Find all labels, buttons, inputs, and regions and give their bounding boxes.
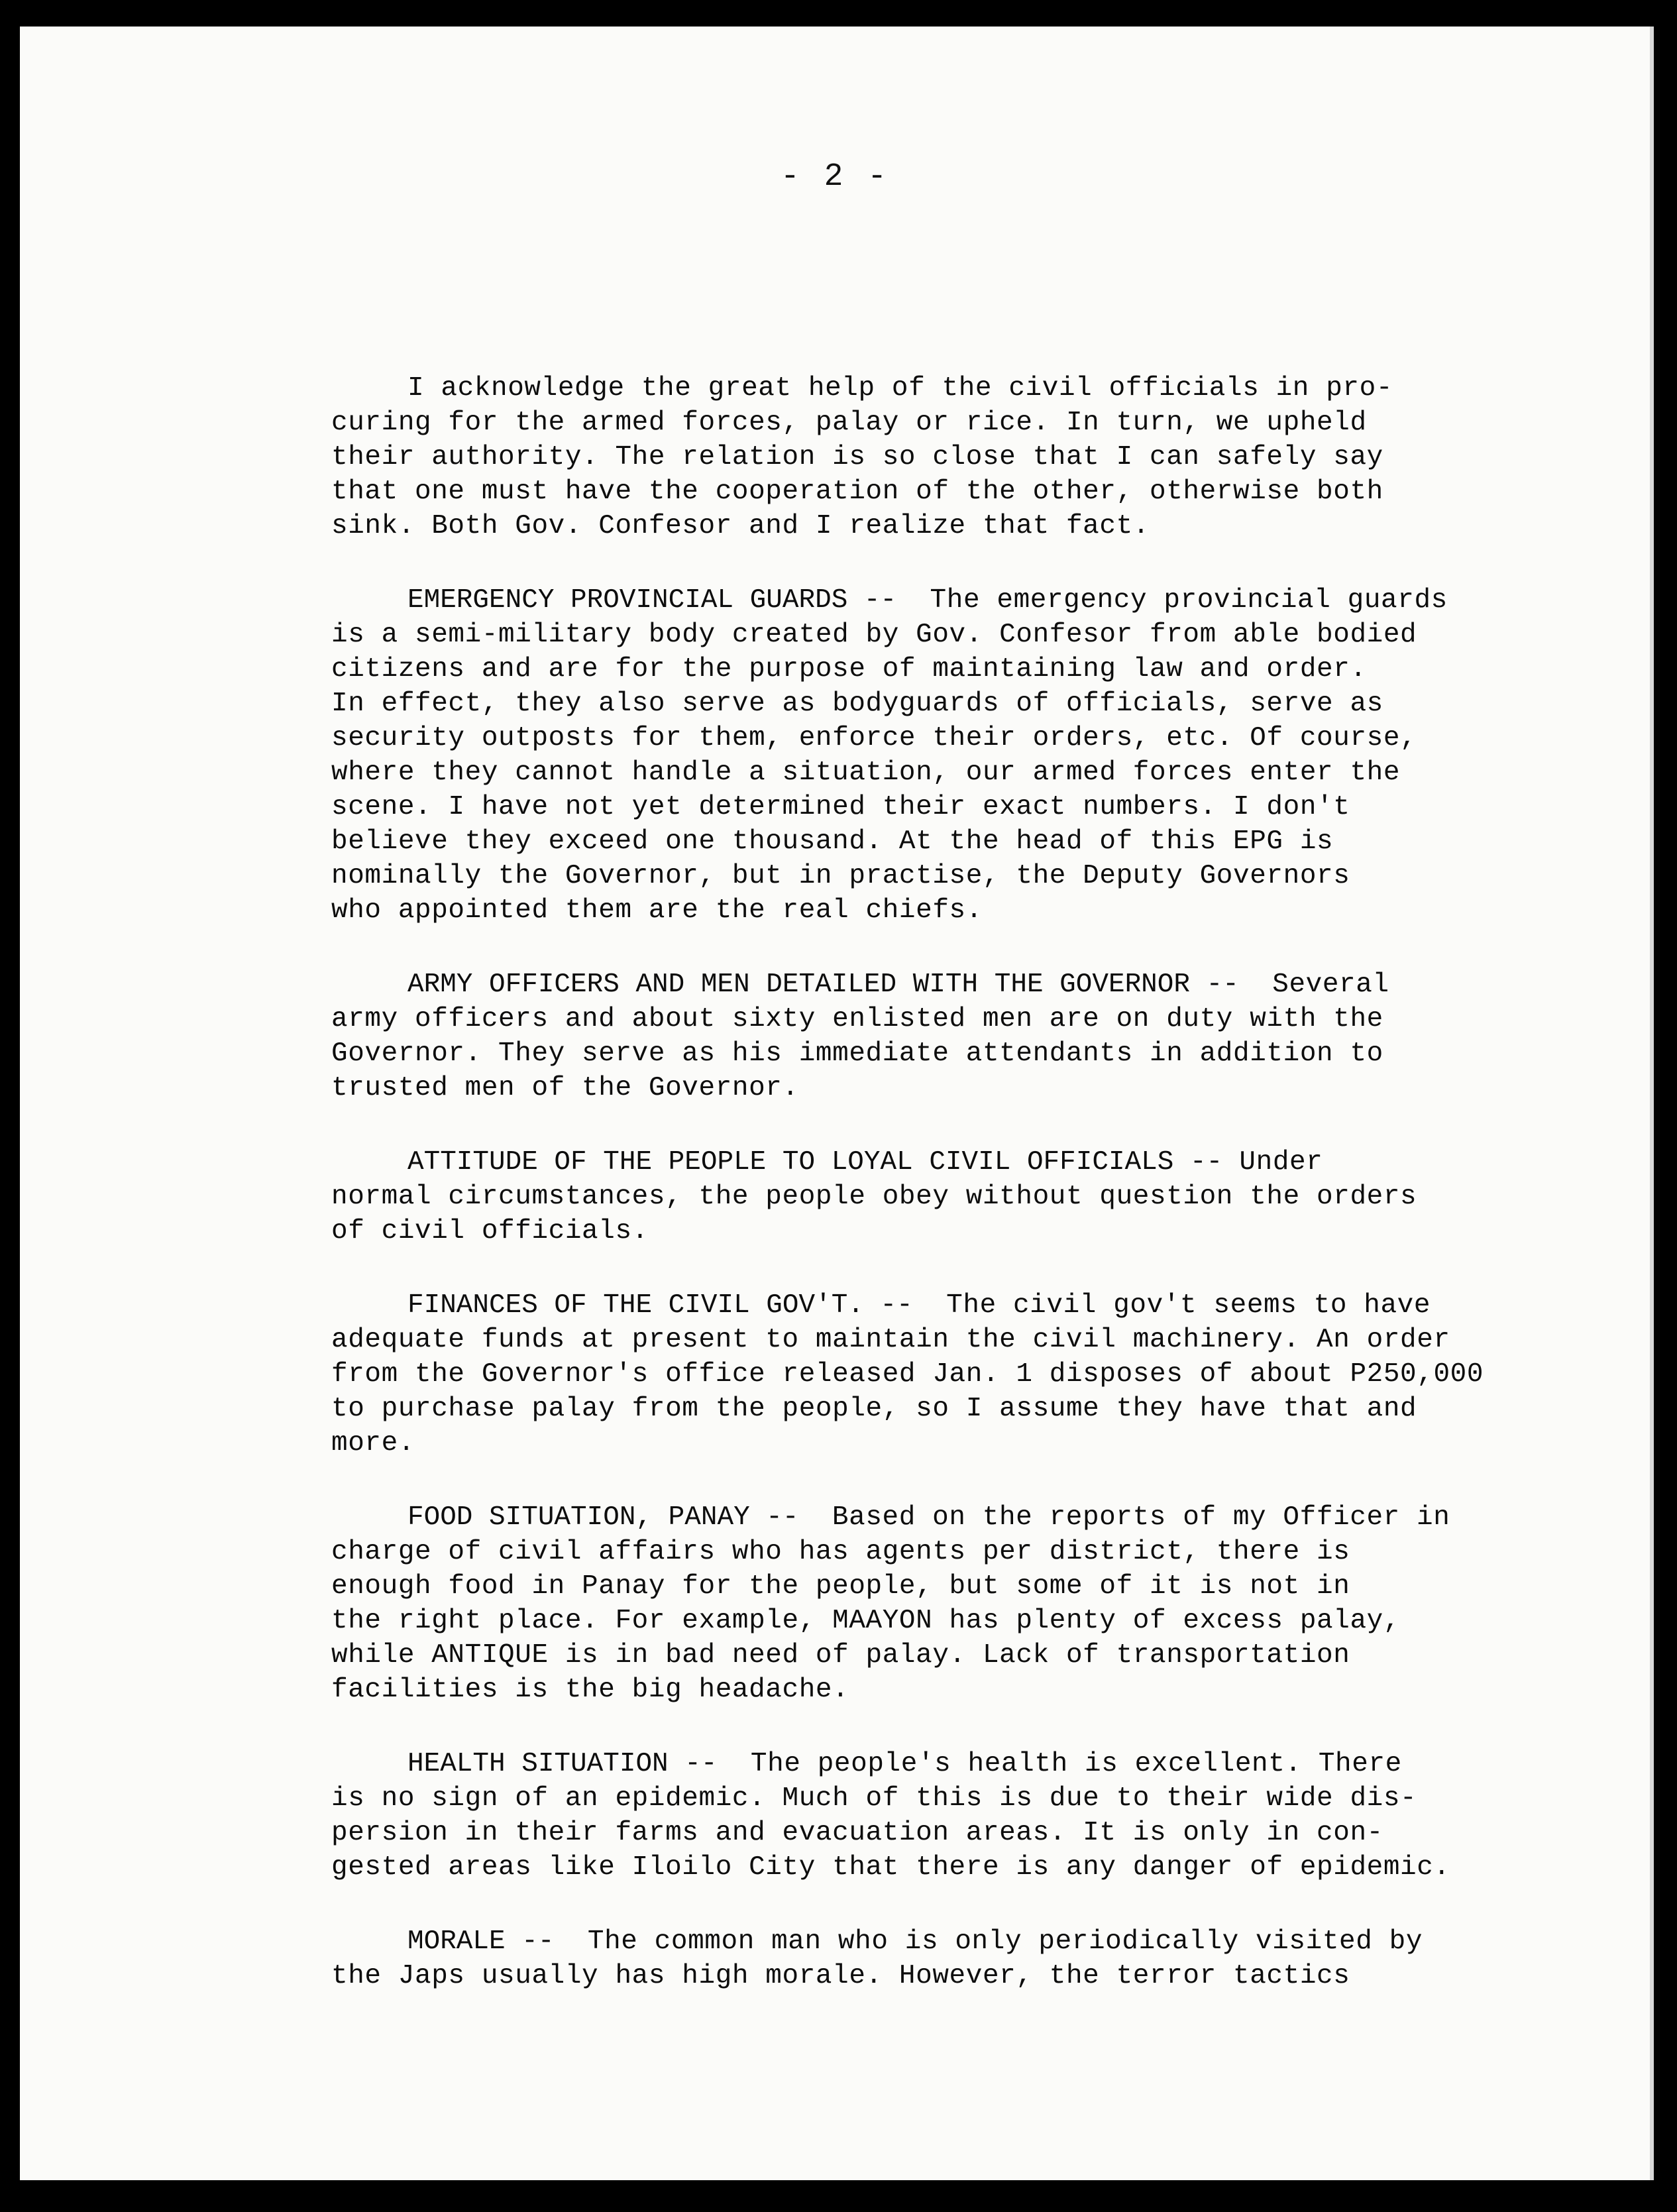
paragraph-line: is no sign of an epidemic. Much of this is due to their wide dis-: [331, 1783, 1417, 1814]
document-page: [20, 27, 1654, 2180]
page-number: - 2 -: [780, 159, 890, 195]
paragraph-first-line: [331, 1747, 1524, 1781]
section-heading: FOOD SITUATION, PANAY --: [407, 1502, 799, 1533]
paragraph-line: who appointed them are the real chiefs.: [331, 895, 983, 926]
section-heading: MORALE --: [407, 1926, 555, 1957]
paragraph-food-situation: [331, 1500, 1524, 1707]
paragraph-finances: [331, 1288, 1524, 1461]
section-heading: HEALTH SITUATION --: [407, 1749, 718, 1779]
paragraph-line: to purchase palay from the people, so I assume they have that and: [331, 1394, 1417, 1424]
paragraph-line-text: Under: [1239, 1147, 1323, 1178]
paragraph-first-line: [331, 1145, 1524, 1180]
paragraph-line: while ANTIQUE is in bad need of palay. Lack of transportation: [331, 1640, 1350, 1671]
paragraph-line: trusted men of the Governor.: [331, 1073, 799, 1103]
paragraph-line: from the Governor's office released Jan. 1 disposes of about P250,000: [331, 1359, 1484, 1390]
paragraph-line: the right place. For example, MAAYON has plenty of excess palay,: [331, 1606, 1401, 1636]
paragraph-first-line: [331, 1500, 1524, 1535]
paragraph-line: their authority. The relation is so close that I can safely say: [331, 442, 1383, 472]
paragraph-line: believe they exceed one thousand. At the head of this EPG is: [331, 826, 1334, 857]
paragraph-line-text: Based on the reports of my Officer in: [832, 1502, 1450, 1533]
paragraph-line: facilities is the big headache.: [331, 1675, 849, 1705]
paragraph-first-line: [331, 968, 1524, 1002]
paragraph-line-text: The common man who is only periodically visited by: [587, 1926, 1423, 1957]
paragraph-line: sink. Both Gov. Confesor and I realize that fact.: [331, 511, 1150, 541]
paragraph-line: security outposts for them, enforce their orders, etc. Of course,: [331, 723, 1417, 753]
paragraph-emergency-provincial-guards: [331, 583, 1524, 928]
paragraph-morale: [331, 1924, 1524, 1993]
paragraph-line: adequate funds at present to maintain the civil machinery. An order: [331, 1325, 1450, 1355]
paragraph-line: In effect, they also serve as bodyguards of officials, serve as: [331, 689, 1383, 719]
paragraph-line: normal circumstances, the people obey without question the orders: [331, 1182, 1417, 1212]
paragraph-health-situation: [331, 1747, 1524, 1885]
paragraph-first-line: [331, 583, 1524, 618]
paragraph-line: charge of civil affairs who has agents per district, there is: [331, 1537, 1350, 1567]
paragraph-line: gested areas like Iloilo City that there is any danger of epidemic.: [331, 1852, 1450, 1883]
paragraph-line-text: The people's health is excellent. There: [750, 1749, 1402, 1779]
section-heading: EMERGENCY PROVINCIAL GUARDS --: [407, 585, 897, 616]
paragraph-line: persion in their farms and evacuation areas. It is only in con-: [331, 1818, 1383, 1848]
paragraph-line: I acknowledge the great help of the civil officials in pro-: [407, 373, 1393, 404]
paragraph-line: enough food in Panay for the people, but some of it is not in: [331, 1571, 1350, 1602]
paragraph-line: scene. I have not yet determined their exact numbers. I don't: [331, 792, 1350, 822]
paragraph-line: citizens and are for the purpose of maintaining law and order.: [331, 654, 1367, 685]
paragraph-line: Governor. They serve as his immediate attendants in addition to: [331, 1038, 1383, 1069]
paragraph-line: nominally the Governor, but in practise, the Deputy Governors: [331, 861, 1350, 891]
paragraph-civil-officials-help: [331, 371, 1524, 543]
paragraph-line: curing for the armed forces, palay or rice. In turn, we upheld: [331, 408, 1367, 438]
document-body: [331, 371, 1524, 2033]
paragraph-attitude-of-people: [331, 1145, 1524, 1248]
paragraph-army-officers: [331, 968, 1524, 1105]
paragraph-line: is a semi-military body created by Gov. Confesor from able bodied: [331, 620, 1417, 650]
paragraph-line: where they cannot handle a situation, our armed forces enter the: [331, 757, 1401, 788]
paragraph-line-text: The civil gov't seems to have: [946, 1290, 1431, 1321]
paragraph-line-text: Several: [1272, 969, 1389, 1000]
paragraph-line: that one must have the cooperation of the other, otherwise both: [331, 476, 1383, 507]
section-heading: ARMY OFFICERS AND MEN DETAILED WITH THE GOVERNOR --: [407, 969, 1239, 1000]
paragraph-first-line: [331, 1924, 1524, 1959]
paragraph-line: army officers and about sixty enlisted men are on duty with the: [331, 1004, 1383, 1034]
paragraph-first-line: [331, 1288, 1524, 1323]
paragraph-line: more.: [331, 1428, 415, 1459]
paragraph-line: the Japs usually has high morale. However, the terror tactics: [331, 1961, 1350, 1991]
paragraph-line: of civil officials.: [331, 1216, 649, 1246]
section-heading: ATTITUDE OF THE PEOPLE TO LOYAL CIVIL OFFICIALS --: [407, 1147, 1223, 1178]
paragraph-line-text: The emergency provincial guards: [930, 585, 1448, 616]
section-heading: FINANCES OF THE CIVIL GOV'T. --: [407, 1290, 913, 1321]
